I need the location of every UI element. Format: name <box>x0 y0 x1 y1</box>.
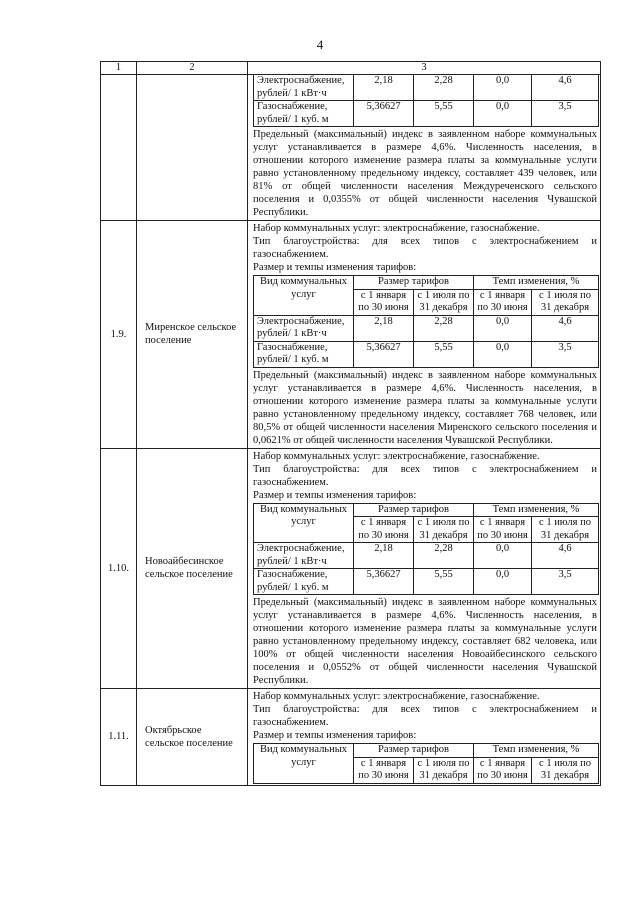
index-paragraph: Предельный (максимальный) индекс в заявленном наборе коммунальных услуг устанавливается в размере 4,6%. Численность населения, в отношении которого изменение размера платы за коммунальные услуги равно установленному предельному индексу, составляет 682 человека, или 100% от общей численности населения Новоайбесинского сельского поселения и 0,0552% от общей численности населения Чувашской Республики. <box>253 597 597 686</box>
tariff-value: 2,28 <box>414 315 474 341</box>
period-header: с 1 июля по 31 декабря <box>532 517 599 543</box>
improvement-type-text: Тип благоустройства: для всех типов с электроснабжением и газоснабжением. <box>253 236 597 260</box>
period-header: с 1 января по 30 июня <box>474 757 532 783</box>
tariff-value: 5,55 <box>414 569 474 595</box>
settlement-name: Новоайбесинское сельское поселение <box>137 448 248 689</box>
section-row <box>101 221 601 449</box>
column-number-3: 3 <box>248 62 601 75</box>
period-header: с 1 июля по 31 декабря <box>414 289 474 315</box>
period-header: с 1 января по 30 июня <box>354 289 414 315</box>
column-number-row <box>101 62 601 75</box>
rate-value: 0,0 <box>474 315 532 341</box>
period-header: с 1 июля по 31 декабря <box>414 517 474 543</box>
continued-tariff-table <box>253 75 599 127</box>
service-label: Газоснабжение, рублей/ 1 куб. м <box>254 569 354 595</box>
services-set-text: Набор коммунальных услуг: электроснабжение, газоснабжение. <box>253 223 540 234</box>
rate-value: 3,5 <box>532 101 599 127</box>
service-label-line: Газоснабжение, <box>257 101 328 112</box>
tariff-value: 2,28 <box>414 543 474 569</box>
service-label-line: Электроснабжение, <box>257 75 345 86</box>
regulation-table <box>100 61 601 786</box>
tariff-value: 5,36627 <box>354 569 414 595</box>
section-number: 1.9. <box>101 221 137 449</box>
rate-value: 4,6 <box>532 315 599 341</box>
service-label: Электроснабжение, рублей/ 1 кВт·ч <box>254 543 354 569</box>
period-header: с 1 января по 30 июня <box>354 517 414 543</box>
period-header: с 1 января по 30 июня <box>474 289 532 315</box>
rate-value: 4,6 <box>532 75 599 101</box>
column-size-header: Размер тарифов <box>354 503 474 517</box>
tariff-value: 2,18 <box>354 315 414 341</box>
tariff-table <box>253 275 599 368</box>
rate-value: 3,5 <box>532 341 599 367</box>
rate-value: 0,0 <box>474 101 532 127</box>
services-set-text: Набор коммунальных услуг: электроснабжение, газоснабжение. <box>253 450 540 462</box>
rate-value: 4,6 <box>532 543 599 569</box>
tariff-value: 5,55 <box>414 341 474 367</box>
tariff-value: 5,36627 <box>354 341 414 367</box>
tariff-table <box>253 503 599 596</box>
service-label: Электроснабжение, рублей/ 1 кВт·ч <box>254 315 354 341</box>
rate-value: 0,0 <box>474 569 532 595</box>
column-rate-header: Темп изменения, % <box>474 276 599 290</box>
rate-value: 0,0 <box>474 543 532 569</box>
section-row <box>101 448 601 689</box>
tariff-value: 2,18 <box>354 75 414 101</box>
section-row <box>101 689 601 786</box>
column-number-1: 1 <box>101 62 137 75</box>
column-number-2: 2 <box>137 62 248 75</box>
column-rate-header: Темп изменения, % <box>474 744 599 758</box>
tariff-size-heading: Размер и темпы изменения тарифов: <box>253 262 417 273</box>
section-number: 1.10. <box>101 448 137 689</box>
tariff-size-heading: Размер и темпы изменения тарифов: <box>253 730 417 741</box>
improvement-type-text: Тип благоустройства: для всех типов с электроснабжением и газоснабжением. <box>253 704 597 728</box>
period-header: с 1 июля по 31 декабря <box>414 757 474 783</box>
service-label: Газоснабжение, рублей/ 1 куб. м <box>254 341 354 367</box>
tariff-value: 5,36627 <box>354 101 414 127</box>
column-service-header: Вид коммунальных услуг <box>254 276 354 316</box>
services-set-text: Набор коммунальных услуг: электроснабжение, газоснабжение. <box>253 691 540 702</box>
page-number: 4 <box>316 37 324 52</box>
period-header: с 1 января по 30 июня <box>354 757 414 783</box>
tariff-value: 2,28 <box>414 75 474 101</box>
column-size-header: Размер тарифов <box>354 744 474 758</box>
column-service-header: Вид коммунальных услуг <box>254 744 354 784</box>
period-header: с 1 января по 30 июня <box>474 517 532 543</box>
column-rate-header: Темп изменения, % <box>474 503 599 517</box>
column-service-header: Вид коммунальных услуг <box>254 503 354 543</box>
tariff-value: 2,18 <box>354 543 414 569</box>
improvement-type-text: Тип благоустройства: для всех типов с электроснабжением и газоснабжением. <box>253 463 597 488</box>
settlement-name: Октябрьское сельское поселение <box>137 689 248 786</box>
tariff-table <box>253 743 599 784</box>
rate-value: 3,5 <box>532 569 599 595</box>
service-unit-line: рублей/ 1 кВт·ч <box>257 87 327 99</box>
column-size-header: Размер тарифов <box>354 276 474 290</box>
tariff-value: 5,55 <box>414 101 474 127</box>
rate-value: 0,0 <box>474 341 532 367</box>
tariff-row-gas <box>254 101 599 127</box>
settlement-name: Миренское сельское поселение <box>137 221 248 449</box>
section-number: 1.11. <box>101 689 137 786</box>
index-paragraph: Предельный (максимальный) индекс в заявленном наборе коммунальных услуг устанавливается в размере 4,6%. Численность населения, в отношении которого изменение размера платы за коммунальные услуги равно установленному предельному индексу, составляет 439 человек, или 81% от общей численности населения Междуреченского сельского поселения и 0,0355% от общей численности населения Чувашской Республики. <box>253 129 597 218</box>
period-header: с 1 июля по 31 декабря <box>532 289 599 315</box>
service-unit-line: рублей/ 1 куб. м <box>257 113 329 125</box>
tariff-row-electricity <box>254 75 599 101</box>
tariff-size-heading: Размер и темпы изменения тарифов: <box>253 489 417 501</box>
continued-section-row <box>101 75 601 221</box>
period-header: с 1 июля по 31 декабря <box>532 757 599 783</box>
index-paragraph: Предельный (максимальный) индекс в заявленном наборе коммунальных услуг устанавливается в размере 4,6%. Численность населения, в отношении которого изменение размера платы за коммунальные услуги равно установленному предельному индексу, составляет 768 человек, или 80,5% от общей численности населения Миренского сельского поселения и 0,0621% от общей численности населения Чувашской Республики. <box>253 369 597 446</box>
rate-value: 0,0 <box>474 75 532 101</box>
